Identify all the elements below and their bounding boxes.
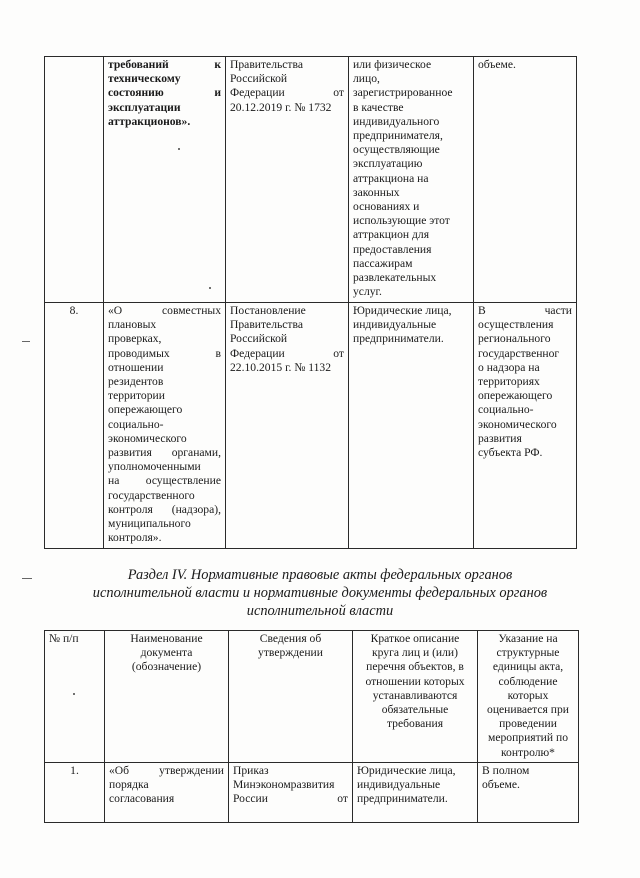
cell-line: эксплуатации: [108, 100, 181, 114]
cell-line: 20.12.2019 г. № 1732: [230, 100, 332, 114]
cell-line: состоянию и: [108, 86, 221, 100]
cell-line: предприниматели.: [353, 332, 444, 346]
cell-line: Краткое описание: [370, 632, 460, 645]
cell-line: субъекта РФ.: [478, 446, 543, 460]
table-header-row: [45, 631, 579, 763]
cell-line: В полном: [482, 764, 530, 777]
cell-line: Федерации от: [230, 346, 344, 360]
table-row-1: [45, 763, 579, 823]
cell-line: отношении: [108, 360, 164, 374]
cell-line: Юридические лица,: [357, 764, 456, 777]
cell-line: регионального: [478, 332, 551, 346]
cell-line: оценивается при: [487, 703, 569, 717]
document-name-cell: [104, 57, 226, 303]
cell-line: уполномоченными: [108, 460, 201, 474]
cell-line: круга лиц и (или): [372, 646, 458, 660]
top-table: [44, 56, 577, 549]
cell-line: муниципального: [108, 517, 191, 531]
cell-line: требования: [386, 717, 444, 731]
cell-line: устанавливаются: [372, 688, 458, 702]
cell-line: порядка: [109, 778, 149, 792]
section-heading: [92, 566, 548, 620]
bottom-table: [44, 630, 579, 823]
cell-line: государственног: [478, 346, 560, 360]
cell-line: законных: [353, 185, 400, 199]
cell-line: (обозначение): [131, 660, 202, 674]
cell-line: государственного: [108, 488, 195, 502]
cell-line: перечня объектов, в: [366, 660, 464, 674]
cell-line: предоставления: [353, 242, 432, 256]
scan-speck: [73, 693, 75, 695]
approval-info-cell: [229, 763, 353, 823]
cell-line: Российской: [230, 72, 288, 86]
cell-line: пассажирам: [353, 256, 413, 270]
scan-margin-mark: [22, 341, 30, 342]
header-control-units: [478, 631, 579, 763]
cell-line: проведении: [499, 717, 557, 731]
cell-line: обязательные: [381, 703, 449, 717]
cell-line: Правительства: [230, 58, 303, 71]
cell-line: контроля».: [108, 531, 162, 545]
cell-line: Правительства: [230, 318, 303, 332]
cell-line: документа: [140, 646, 193, 660]
cell-line: соблюдение: [498, 674, 558, 688]
cell-line: плановых: [108, 318, 157, 332]
cell-line: осуществляющие: [353, 143, 440, 157]
cell-line: Наименование: [130, 632, 203, 645]
header-scope-description: [353, 631, 478, 763]
table-row-continuation: [45, 57, 577, 303]
cell-line: единицы акта,: [492, 660, 564, 674]
cell-line: проверках,: [108, 332, 162, 346]
cell-line: развлекательных: [353, 271, 437, 285]
cell-line: России от: [233, 792, 348, 806]
scan-speck: [178, 148, 180, 150]
cell-line: Федерации от: [230, 86, 344, 100]
cell-line: согласования: [109, 792, 175, 806]
section-heading-line: Раздел IV. Нормативные правовые акты федеральных органов: [127, 567, 513, 583]
document-name-cell: [104, 303, 226, 549]
cell-line: или физическое: [353, 58, 432, 71]
cell-line: о надзора на: [478, 360, 540, 374]
cell-line: объеме.: [482, 778, 520, 792]
scope-description-cell: [349, 57, 474, 303]
scan-margin-mark: [22, 578, 32, 579]
scope-description-cell: [353, 763, 478, 823]
table-row-8: [45, 303, 577, 549]
cell-line: утверждении: [258, 646, 323, 660]
cell-line: «Об утверждении: [109, 764, 224, 777]
cell-line: объеме.: [478, 58, 516, 71]
cell-line: В части: [478, 304, 572, 317]
cell-line: экономического: [108, 431, 187, 445]
cell-line: Юридические лица,: [353, 304, 452, 317]
cell-line: территории: [108, 389, 165, 403]
cell-line: эксплуатацию: [353, 157, 423, 171]
cell-line: Российской: [230, 332, 288, 346]
control-units-cell: [478, 763, 579, 823]
cell-line: проводимых в: [108, 346, 221, 360]
header-approval-info: [229, 631, 353, 763]
cell-line: контроля (надзора),: [108, 502, 221, 516]
cell-line: развития: [478, 431, 522, 445]
cell-line: 22.10.2015 г. № 1132: [230, 360, 332, 374]
row-number-cell: 8.: [45, 303, 104, 549]
cell-line: социально-: [478, 403, 534, 417]
header-number: № п/п: [45, 631, 105, 763]
cell-line: территориях: [478, 375, 540, 389]
cell-line: лицо,: [353, 72, 380, 86]
cell-line: аттракциона на: [353, 171, 429, 185]
cell-line: социально-: [108, 417, 164, 431]
cell-line: Приказ: [233, 764, 269, 777]
section-heading-line: исполнительной власти и нормативные документы федеральных органов: [92, 585, 548, 601]
cell-line: требований к: [108, 58, 221, 71]
cell-line: на осуществление: [108, 474, 221, 488]
cell-line: индивидуальные: [353, 318, 437, 332]
cell-line: услуг.: [353, 285, 382, 299]
cell-line: основаниях и: [353, 200, 420, 214]
cell-line: которых: [507, 688, 549, 702]
cell-line: резидентов: [108, 375, 164, 389]
scope-description-cell: [349, 303, 474, 549]
cell-line: опережающего: [108, 403, 183, 417]
cell-line: в качестве: [353, 100, 404, 114]
approval-info-cell: [226, 303, 349, 549]
cell-line: мероприятий по: [488, 731, 568, 745]
cell-line: Постановление: [230, 304, 306, 317]
cell-line: индивидуального: [353, 114, 440, 128]
control-units-cell: [474, 303, 577, 549]
cell-line: Минэкономразвития: [233, 778, 335, 792]
cell-line: зарегистрированное: [353, 86, 453, 100]
cell-line: аттракционов».: [108, 114, 191, 128]
cell-line: осуществления: [478, 318, 554, 332]
document-name-cell: [105, 763, 229, 823]
cell-line: Указание на: [498, 632, 558, 645]
cell-line: техническому: [108, 72, 181, 86]
cell-line: Сведения об: [259, 632, 322, 645]
cell-line: предприниматели.: [357, 792, 448, 806]
cell-line: структурные: [496, 646, 560, 660]
cell-line: опережающего: [478, 389, 553, 403]
header-document-name: [105, 631, 229, 763]
row-number-cell: [45, 57, 104, 303]
cell-line: отношении которых: [365, 674, 465, 688]
section-heading-line: исполнительной власти: [246, 603, 394, 619]
cell-line: предпринимателя,: [353, 129, 443, 143]
scan-speck: [209, 287, 211, 289]
control-units-cell: [474, 57, 577, 303]
cell-line: аттракцион для: [353, 228, 430, 242]
approval-info-cell: [226, 57, 349, 303]
cell-line: индивидуальные: [357, 778, 441, 792]
row-number-cell: 1.: [45, 763, 105, 823]
cell-line: экономического: [478, 417, 557, 431]
cell-line: контролю*: [501, 745, 555, 759]
cell-line: «О совместных: [108, 304, 221, 317]
cell-line: использующие этот: [353, 214, 450, 228]
cell-line: развития органами,: [108, 446, 221, 460]
